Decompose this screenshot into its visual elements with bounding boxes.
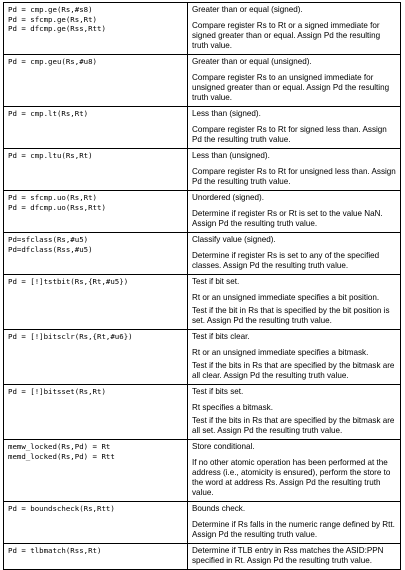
description-paragraph: Compare register Rs to Rt for unsigned less than. Assign Pd the resulting truth value. (192, 167, 396, 186)
description-title: Greater than or equal (unsigned). (192, 57, 312, 66)
syntax-line: Pd = dfcmp.uo(Rss,Rtt) (8, 202, 106, 212)
description-title: Greater than or equal (signed). (192, 5, 303, 14)
syntax-line: Pd = cmp.geu(Rs,#u8) (8, 57, 97, 66)
description-cell (188, 440, 401, 502)
table-row (4, 330, 401, 385)
table-row (4, 385, 401, 440)
description-cell (188, 385, 401, 440)
syntax-line: Pd = cmp.ltu(Rs,Rt) (8, 151, 93, 160)
syntax-cell (4, 149, 188, 191)
syntax-line: Pd = dfcmp.ge(Rss,Rtt) (8, 24, 106, 34)
description-paragraph: If no other atomic operation has been performed at the address (i.e., atomicity is ensured), perform the store to the word at address Rs. Assign Pd the resulting truth value. (192, 458, 391, 497)
description-title: Bounds check. (192, 504, 246, 513)
description-title: Classify value (signed). (192, 235, 276, 244)
description-title: Test if bits set. (192, 387, 244, 396)
description-paragraph: Test if the bits in Rs that are specified by the bitmask are all clear. Assign Pd the resulting truth value. (192, 361, 395, 380)
table-row (4, 544, 401, 570)
description-title: Less than (unsigned). (192, 151, 270, 160)
description-paragraph: Compare register Rs to an unsigned immediate for unsigned greater than or equal. Assign Pd the resulting truth value. (192, 73, 390, 102)
table-row (4, 275, 401, 330)
syntax-line: Pd = cmp.ge(Rs,#s8) (8, 5, 93, 14)
syntax-line: memd_locked(Rs,Pd) = Rtt (8, 451, 115, 461)
description-cell (188, 502, 401, 544)
syntax-line: Pd = cmp.lt(Rs,Rt) (8, 109, 89, 118)
table-row (4, 149, 401, 191)
table-row (4, 55, 401, 107)
syntax-cell (4, 275, 188, 330)
syntax-line: Pd = sfcmp.ge(Rs,Rt) (8, 14, 97, 24)
syntax-cell (4, 55, 188, 107)
description-paragraph: Compare register Rs to Rt for signed less than. Assign Pd the resulting truth value. (192, 125, 387, 144)
description-cell (188, 149, 401, 191)
syntax-line: Pd=dfclass(Rss,#u5) (8, 244, 93, 254)
syntax-line: Pd=sfclass(Rs,#u5) (8, 235, 89, 244)
instruction-table-body (4, 3, 401, 570)
table-row (4, 233, 401, 275)
description-cell (188, 3, 401, 55)
syntax-cell (4, 440, 188, 502)
table-row (4, 440, 401, 502)
syntax-line: Pd = [!]bitsclr(Rs,{Rt,#u6}) (8, 332, 133, 341)
instruction-table (3, 2, 401, 570)
description-title: Test if bit set. (192, 277, 240, 286)
description-paragraph: Rt specifies a bitmask. (192, 403, 273, 412)
syntax-cell (4, 107, 188, 149)
description-paragraph: Determine if register Rs or Rt is set to the value NaN. Assign Pd the resulting truth value. (192, 209, 383, 228)
description-title: Determine if TLB entry in Rss matches the ASID:PPN specified in Rt. Assign Pd the resulting truth value. (192, 546, 384, 565)
table-row (4, 3, 401, 55)
description-cell (188, 107, 401, 149)
syntax-line: Pd = sfcmp.uo(Rs,Rt) (8, 193, 97, 202)
syntax-cell (4, 502, 188, 544)
description-paragraph: Rt or an unsigned immediate specifies a bit position. (192, 293, 380, 302)
description-paragraph: Determine if Rs falls in the numeric range defined by Rtt. Assign Pd the resulting truth value. (192, 520, 395, 539)
description-title: Test if bits clear. (192, 332, 250, 341)
syntax-cell (4, 330, 188, 385)
description-cell (188, 330, 401, 385)
syntax-cell (4, 233, 188, 275)
description-title: Store conditional. (192, 442, 255, 451)
syntax-cell (4, 191, 188, 233)
table-row (4, 502, 401, 544)
description-cell (188, 55, 401, 107)
description-cell (188, 233, 401, 275)
description-title: Less than (signed). (192, 109, 261, 118)
syntax-cell (4, 544, 188, 570)
description-cell (188, 275, 401, 330)
description-cell (188, 191, 401, 233)
description-cell (188, 544, 401, 570)
syntax-line: memw_locked(Rs,Pd) = Rt (8, 442, 111, 451)
description-paragraph: Compare register Rs to Rt or a signed immediate for signed greater than or equal. Assign Pd the resulting truth value. (192, 21, 381, 50)
description-paragraph: Rt or an unsigned immediate specifies a bitmask. (192, 348, 369, 357)
table-row (4, 107, 401, 149)
syntax-line: Pd = [!]tstbit(Rs,{Rt,#u5}) (8, 277, 129, 286)
syntax-cell (4, 385, 188, 440)
syntax-line: Pd = boundscheck(Rs,Rtt) (8, 504, 115, 513)
description-title: Unordered (signed). (192, 193, 264, 202)
description-paragraph: Test if the bits in Rs that are specified by the bitmask are all set. Assign Pd the resulting truth value. (192, 416, 395, 435)
syntax-line: Pd = [!]bitsset(Rs,Rt) (8, 387, 106, 396)
table-row (4, 191, 401, 233)
description-paragraph: Determine if register Rs is set to any of the specified classes. Assign Pd the resulting truth value. (192, 251, 380, 270)
syntax-line: Pd = tlbmatch(Rss,Rt) (8, 546, 102, 555)
syntax-cell (4, 3, 188, 55)
description-paragraph: Test if the bit in Rs that is specified by the bit position is set. Assign Pd the resulting truth value. (192, 306, 390, 325)
